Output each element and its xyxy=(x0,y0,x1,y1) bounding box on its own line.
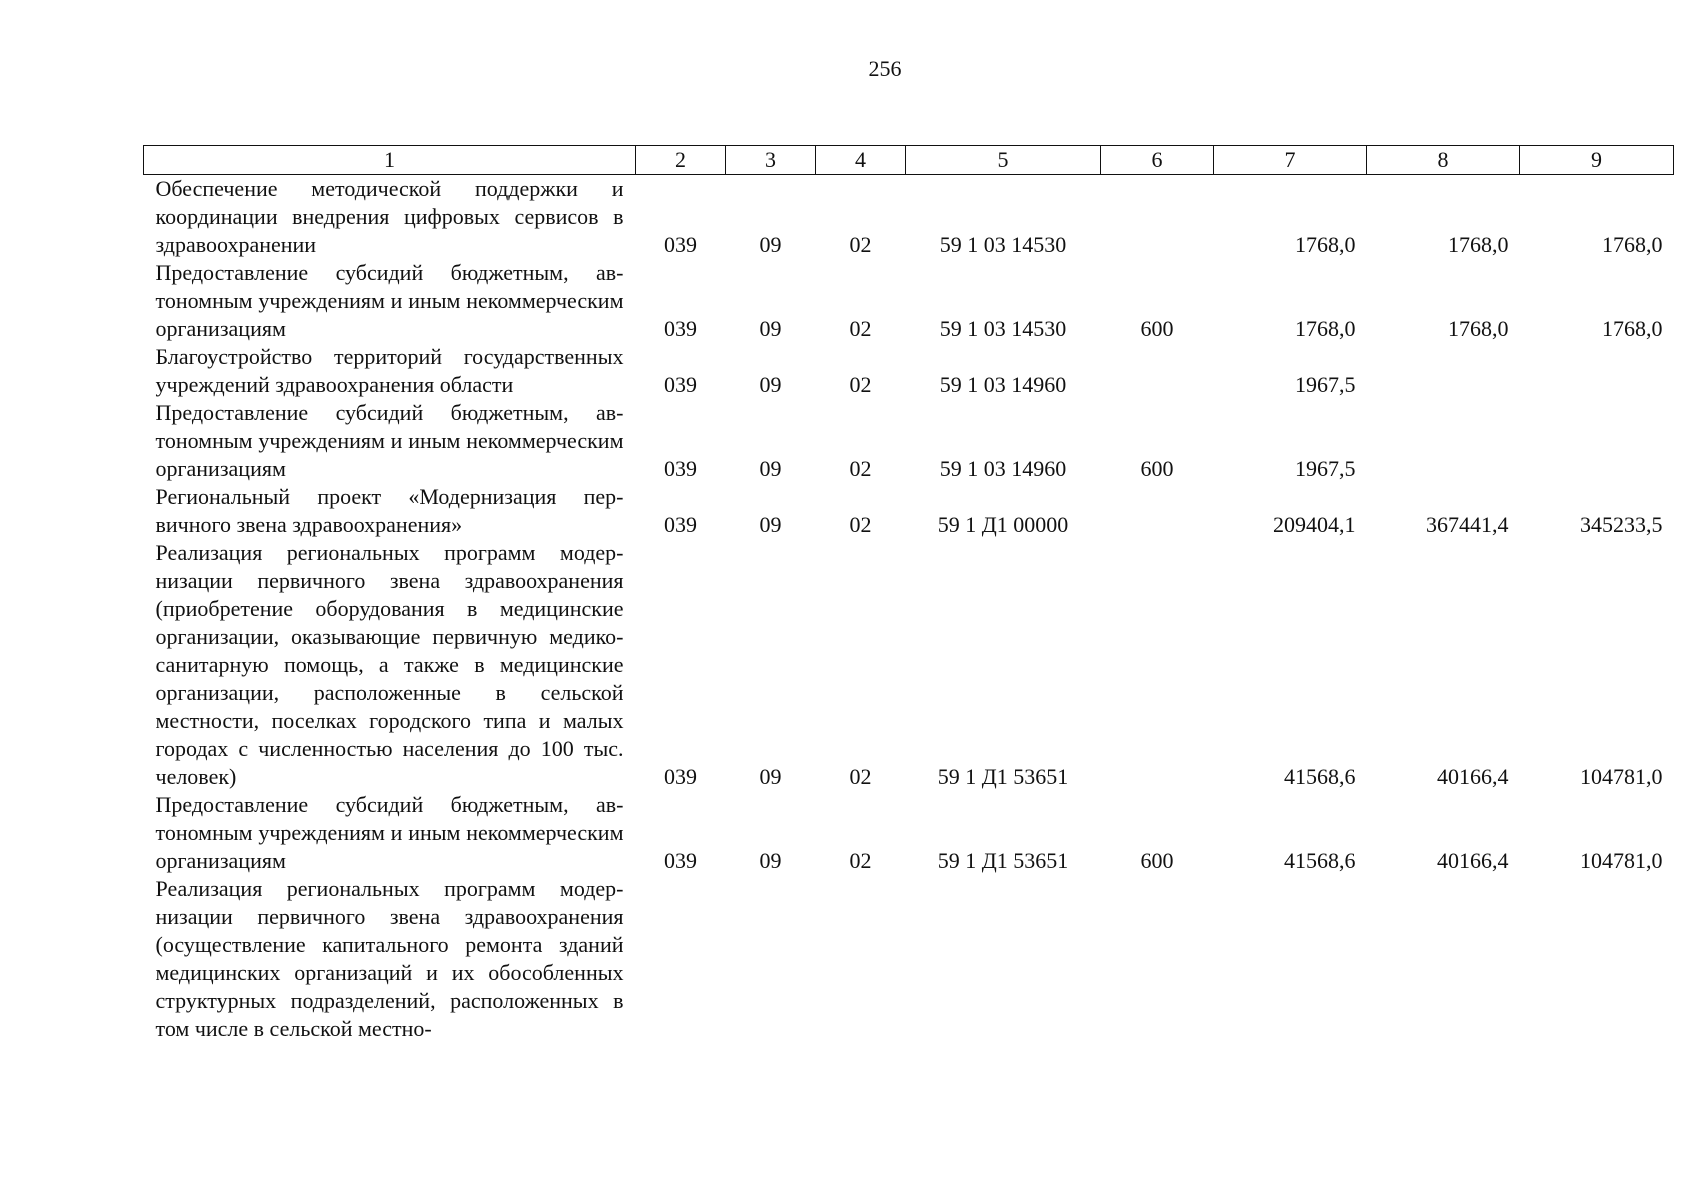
row-amount-col7: 41568,6 xyxy=(1284,764,1356,789)
table-row xyxy=(144,399,1674,483)
table-body xyxy=(144,175,1674,1044)
table-row xyxy=(144,343,1674,399)
row-amount-col8: 367441,4 xyxy=(1426,512,1509,537)
row-amount-col9 xyxy=(1520,875,1674,1043)
column-header-4: 4 xyxy=(816,146,906,175)
row-section-code xyxy=(726,875,816,1043)
row-target-item-code: 59 1 Д1 00000 xyxy=(937,512,1069,537)
row-amount-col7: 1967,5 xyxy=(1295,372,1356,397)
row-target-item-code xyxy=(906,875,1101,1043)
row-amount-col9 xyxy=(1520,399,1674,483)
row-ministry-code: 039 xyxy=(664,316,697,341)
row-subsection-code: 02 xyxy=(849,512,872,537)
row-amount-col7: 1768,0 xyxy=(1295,232,1356,257)
row-ministry-code: 039 xyxy=(664,456,697,481)
row-subsection-code: 02 xyxy=(849,848,872,873)
column-header-2: 2 xyxy=(636,146,726,175)
row-ministry-code: 039 xyxy=(664,764,697,789)
row-amount-col9: 1768,0 xyxy=(1602,316,1663,341)
row-amount-col8 xyxy=(1367,343,1520,399)
row-subsection-code xyxy=(816,875,906,1043)
row-amount-col7 xyxy=(1214,875,1367,1043)
row-expense-type-code xyxy=(1101,343,1214,399)
row-amount-col8 xyxy=(1367,875,1520,1043)
row-amount-col7: 1967,5 xyxy=(1295,456,1356,481)
row-ministry-code: 039 xyxy=(664,512,697,537)
row-name: Реализация региональных программ модернизации первичного звена здравоохранения (осуществление капитального ремонта зданий медицинских организаций и их обособленных структурных подразделений, расположенных в том числе в сельской местно- xyxy=(155,876,624,1041)
row-expense-type-code xyxy=(1101,875,1214,1043)
row-target-item-code: 59 1 03 14960 xyxy=(939,456,1067,481)
row-target-item-code: 59 1 Д1 53651 xyxy=(937,848,1069,873)
row-amount-col7: 41568,6 xyxy=(1284,848,1356,873)
row-subsection-code: 02 xyxy=(849,316,872,341)
row-expense-type-code xyxy=(1101,175,1214,260)
table-row xyxy=(144,539,1674,791)
row-section-code: 09 xyxy=(759,456,782,481)
row-subsection-code: 02 xyxy=(849,456,872,481)
row-target-item-code: 59 1 03 14530 xyxy=(939,232,1067,257)
row-amount-col9: 1768,0 xyxy=(1602,232,1663,257)
row-expense-type-code: 600 xyxy=(1140,456,1174,481)
row-subsection-code: 02 xyxy=(849,372,872,397)
table-header xyxy=(144,146,1674,175)
row-amount-col9 xyxy=(1520,343,1674,399)
row-section-code: 09 xyxy=(759,512,782,537)
row-target-item-code: 59 1 Д1 53651 xyxy=(937,764,1069,789)
row-name: Предоставление субсидий бюджетным, автономным учреждениям и иным некоммерческим организациям xyxy=(155,260,624,341)
column-header-3: 3 xyxy=(726,146,816,175)
column-header-8: 8 xyxy=(1367,146,1520,175)
row-ministry-code: 039 xyxy=(664,232,697,257)
row-amount-col9: 104781,0 xyxy=(1580,764,1663,789)
row-amount-col9: 345233,5 xyxy=(1580,512,1663,537)
row-section-code: 09 xyxy=(759,316,782,341)
budget-table xyxy=(143,145,1674,1043)
column-header-5: 5 xyxy=(906,146,1101,175)
row-ministry-code xyxy=(636,875,726,1043)
row-amount-col8: 1768,0 xyxy=(1448,316,1509,341)
row-name: Региональный проект «Модернизация первичного звена здравоохранения» xyxy=(155,484,624,537)
row-section-code: 09 xyxy=(759,372,782,397)
column-header-1: 1 xyxy=(144,146,636,175)
table-row xyxy=(144,875,1674,1043)
row-name: Реализация региональных программ модернизации первичного звена здравоохранения (приобретение оборудования в медицинские организации, оказывающие первичную медико-санитарную помощь, а также в медицинские организации, расположенные в сельской местности, поселках городского типа и малых городах с численностью населения до 100 тыс. человек) xyxy=(155,540,624,789)
row-name: Предоставление субсидий бюджетным, автономным учреждениям и иным некоммерческим организациям xyxy=(155,400,624,481)
row-section-code: 09 xyxy=(759,232,782,257)
row-section-code: 09 xyxy=(759,764,782,789)
table-row xyxy=(144,483,1674,539)
row-amount-col8: 1768,0 xyxy=(1448,232,1509,257)
row-amount-col7: 1768,0 xyxy=(1295,316,1356,341)
row-amount-col8: 40166,4 xyxy=(1437,764,1509,789)
row-expense-type-code xyxy=(1101,483,1214,539)
row-name: Благоустройство территорий государственных учреждений здравоохранения области xyxy=(155,344,624,397)
row-ministry-code: 039 xyxy=(664,848,697,873)
row-subsection-code: 02 xyxy=(849,232,872,257)
table-row xyxy=(144,259,1674,343)
page-number: 256 xyxy=(868,56,902,81)
row-amount-col7: 209404,1 xyxy=(1273,512,1356,537)
row-target-item-code: 59 1 03 14960 xyxy=(939,372,1067,397)
header-row xyxy=(144,146,1674,175)
row-amount-col9: 104781,0 xyxy=(1580,848,1663,873)
column-header-6: 6 xyxy=(1101,146,1214,175)
row-section-code: 09 xyxy=(759,848,782,873)
row-name: Обеспечение методической поддержки и координации внедрения цифровых сервисов в здравоохранении xyxy=(155,176,624,257)
row-expense-type-code: 600 xyxy=(1140,848,1174,873)
row-target-item-code: 59 1 03 14530 xyxy=(939,316,1067,341)
row-expense-type-code: 600 xyxy=(1140,316,1174,341)
column-header-9: 9 xyxy=(1520,146,1674,175)
row-name: Предоставление субсидий бюджетным, автономным учреждениям и иным некоммерческим организациям xyxy=(155,792,624,873)
row-ministry-code: 039 xyxy=(664,372,697,397)
row-amount-col8: 40166,4 xyxy=(1437,848,1509,873)
column-header-7: 7 xyxy=(1214,146,1367,175)
row-amount-col8 xyxy=(1367,399,1520,483)
row-expense-type-code xyxy=(1101,539,1214,791)
row-subsection-code: 02 xyxy=(849,764,872,789)
table-row xyxy=(144,175,1674,260)
table-row xyxy=(144,791,1674,875)
